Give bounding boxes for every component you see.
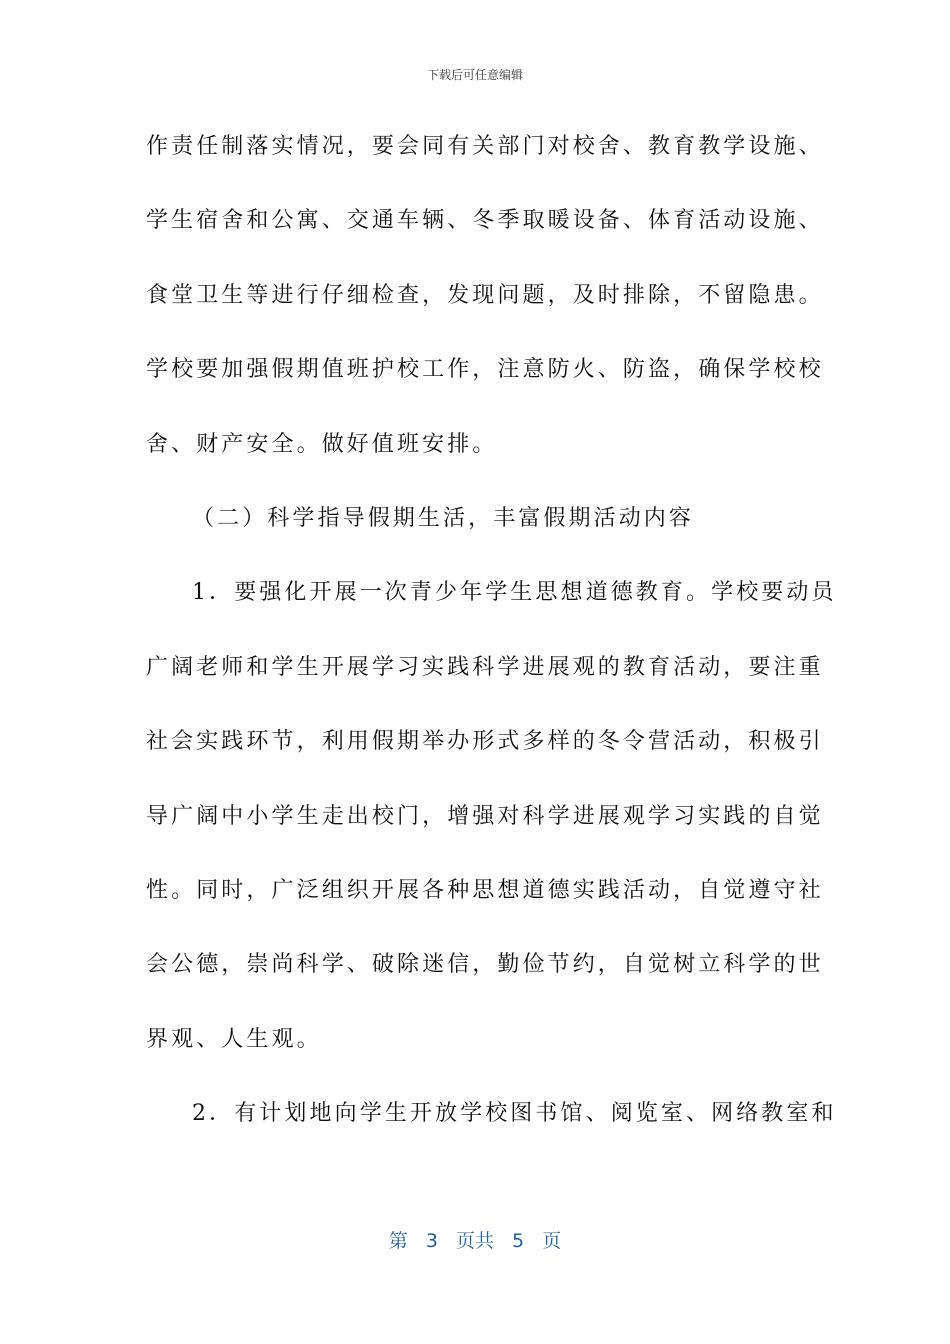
footer-total-pages: 5 (512, 1230, 525, 1252)
footer-current-page: 3 (425, 1230, 438, 1252)
page-number-footer (0, 1226, 950, 1253)
page-header-note: 下载后可任意编辑 (426, 68, 523, 82)
paragraph-line: 学校要加强假期值班护校工作，注意防火、防盗，确保学校校 (146, 357, 824, 383)
paragraph-line: 广阔老师和学生开展学习实践科学进展观的教育活动，要注重 (146, 654, 824, 680)
paragraph-line: 界观、人生观。 (146, 1026, 322, 1052)
paragraph-line: 学生宿舍和公寓、交通车辆、冬季取暖设备、体育活动设施、 (146, 208, 824, 234)
document-body (146, 127, 837, 1168)
footer-middle: 页共 (455, 1230, 494, 1252)
paragraph-line: 导广阔中小学生走出校门，增强对科学进展观学习实践的自觉 (146, 803, 824, 829)
paragraph-line: 舍、财产安全。做好值班安排。 (146, 431, 498, 457)
paragraph-line: 性。同时，广泛组织开展各种思想道德实践活动，自觉遵守社 (146, 877, 824, 903)
paragraph-line: 会公德，崇尚科学、破除迷信，勤俭节约，自觉树立科学的世 (146, 952, 824, 978)
footer-prefix: 第 (388, 1230, 408, 1252)
paragraph-line: 社会实践环节，利用假期举办形式多样的冬令营活动，积极引 (146, 729, 824, 755)
footer-suffix: 页 (542, 1230, 562, 1252)
paragraph-line: 1．要强化开展一次青少年学生思想道德教育。学校要动员 (192, 580, 837, 606)
section-heading: （二）科学指导假期生活，丰富假期活动内容 (192, 505, 695, 531)
paragraph-line: 作责任制落实情况，要会同有关部门对校舍、教育教学设施、 (146, 134, 824, 159)
paragraph-line: 2．有计划地向学生开放学校图书馆、阅览室、网络教室和 (192, 1101, 837, 1127)
paragraph-line: 食堂卫生等进行仔细检查，发现问题，及时排除，不留隐患。 (146, 282, 824, 308)
